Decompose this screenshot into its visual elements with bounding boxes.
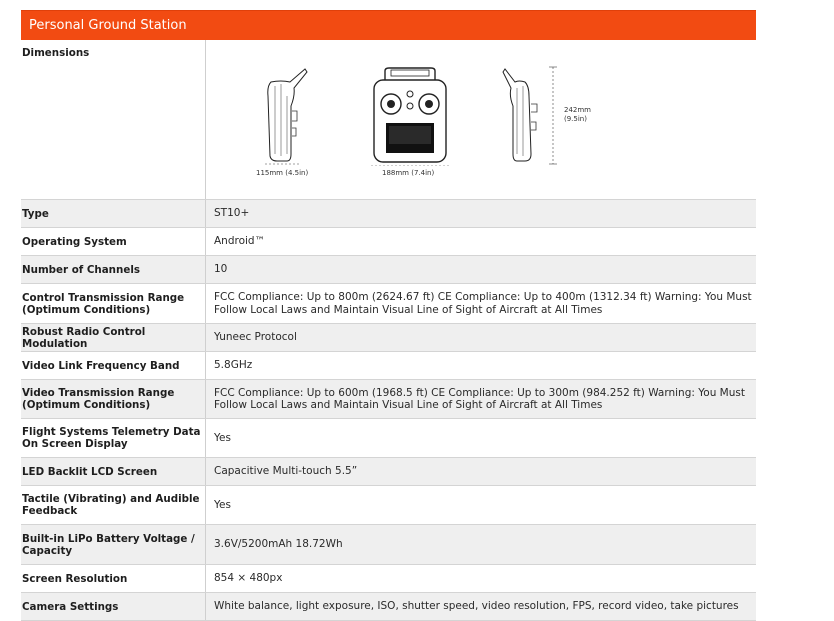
spec-label: Built-in LiPo Battery Voltage / Capacity — [21, 525, 206, 565]
controller-front-view-icon — [371, 66, 449, 166]
width-label: 188mm (7.4in) — [382, 168, 435, 177]
spec-label: Number of Channels — [21, 256, 206, 284]
spec-value: 5.8GHz — [206, 352, 757, 380]
table-row — [21, 458, 756, 486]
section-header: Personal Ground Station — [21, 10, 756, 40]
spec-value: White balance, light exposure, ISO, shutter speed, video resolution, FPS, record video, take pictures — [206, 593, 757, 621]
table-row — [21, 200, 756, 228]
table-row — [21, 324, 756, 352]
table-row — [21, 284, 756, 324]
spec-value: FCC Compliance: Up to 600m (1968.5 ft) CE Compliance: Up to 300m (984.252 ft) Warning: You Must Follow Local Laws and Maintain Visual Line of Sight of Aircraft at All Times — [206, 380, 757, 419]
controller-side-view-icon — [261, 66, 317, 166]
spec-label: Video Transmission Range (Optimum Conditions) — [21, 380, 206, 419]
spec-value: FCC Compliance: Up to 800m (2624.67 ft) CE Compliance: Up to 400m (1312.34 ft) Warning: You Must Follow Local Laws and Maintain Visual Line of Sight of Aircraft at All Times — [206, 284, 757, 324]
spec-value: Yes — [206, 486, 757, 525]
dimensions-figure — [206, 40, 757, 200]
table-row — [21, 256, 756, 284]
table-row — [21, 352, 756, 380]
height-in-label: (9.5in) — [564, 114, 587, 123]
spec-label: Operating System — [21, 228, 206, 256]
spec-label: Type — [21, 200, 206, 228]
spec-sheet — [21, 10, 756, 621]
spec-value: Yes — [206, 419, 757, 458]
spec-value: Yuneec Protocol — [206, 324, 757, 352]
table-row — [21, 486, 756, 525]
table-row — [21, 565, 756, 593]
table-row — [21, 593, 756, 621]
spec-value: 3.6V/5200mAh 18.72Wh — [206, 525, 757, 565]
spec-label: LED Backlit LCD Screen — [21, 458, 206, 486]
spec-value: 10 — [206, 256, 757, 284]
spec-label: Robust Radio Control Modulation — [21, 324, 206, 352]
spec-label: Screen Resolution — [21, 565, 206, 593]
table-row — [21, 380, 756, 419]
depth-label: 115mm (4.5in) — [256, 168, 309, 177]
spec-label: Video Link Frequency Band — [21, 352, 206, 380]
spec-table — [21, 40, 756, 621]
spec-label: Camera Settings — [21, 593, 206, 621]
height-mm-label: 242mm — [564, 105, 591, 114]
table-row — [21, 228, 756, 256]
spec-value: 854 × 480px — [206, 565, 757, 593]
dimensions-row — [21, 40, 756, 200]
spec-value: Capacitive Multi-touch 5.5” — [206, 458, 757, 486]
spec-label: Control Transmission Range (Optimum Conditions) — [21, 284, 206, 324]
spec-value: ST10+ — [206, 200, 757, 228]
spec-label: Flight Systems Telemetry Data On Screen Display — [21, 419, 206, 458]
height-dimension-line — [546, 66, 560, 166]
spec-value: Android™ — [206, 228, 757, 256]
table-row — [21, 419, 756, 458]
spec-label: Tactile (Vibrating) and Audible Feedback — [21, 486, 206, 525]
table-row — [21, 525, 756, 565]
spec-label: Dimensions — [21, 40, 206, 200]
